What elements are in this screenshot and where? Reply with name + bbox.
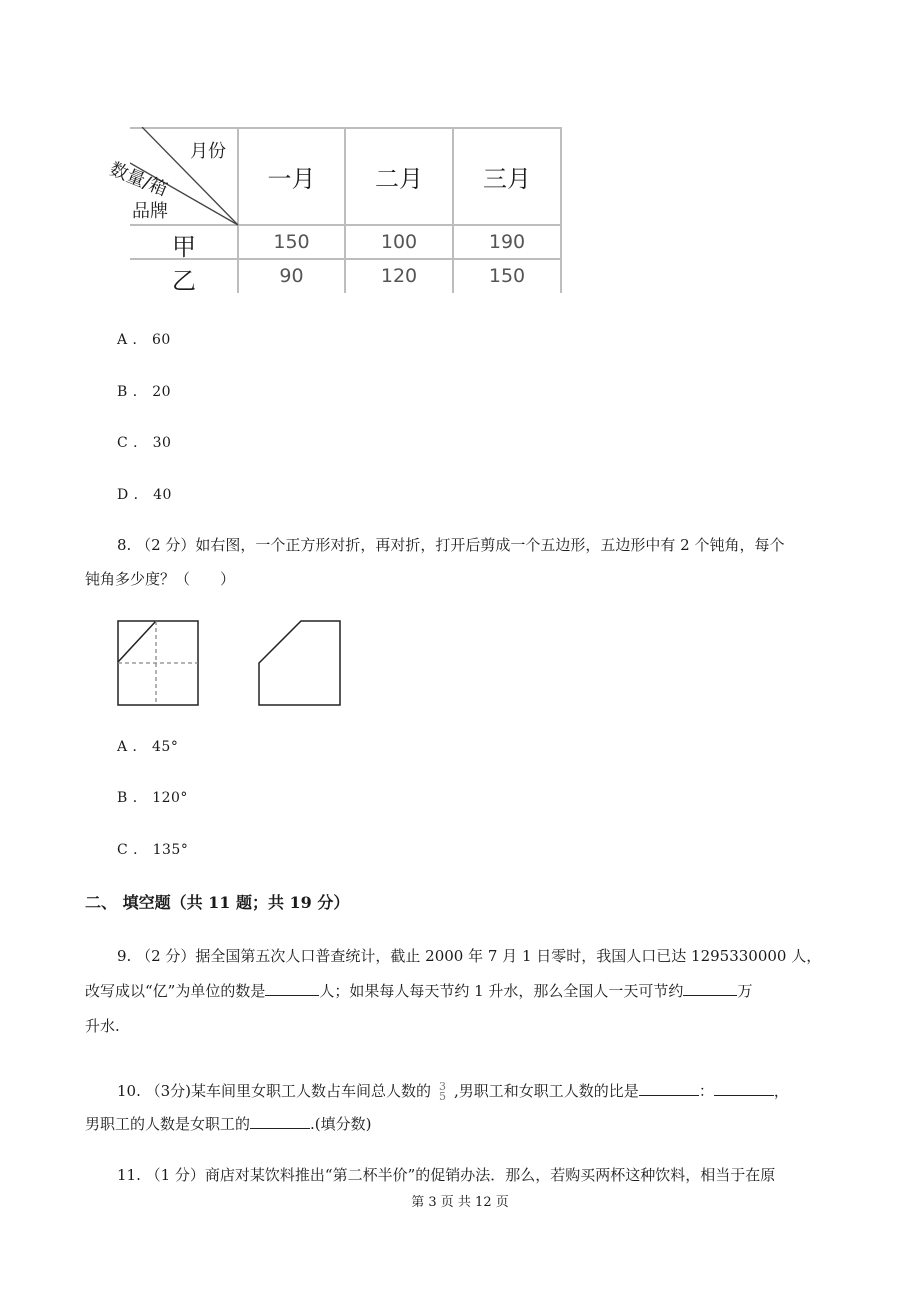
- section-title: 二、 填空题（共 11 题；共 19 分）: [85, 893, 350, 912]
- brand-jia: 甲: [172, 233, 196, 261]
- q8-option-b: B ． 120°: [117, 790, 188, 806]
- q9-line2: [85, 976, 752, 1006]
- q8-option-c: C ． 135°: [117, 842, 189, 858]
- q10-fraction: [439, 1082, 446, 1102]
- pentagon: [259, 621, 340, 705]
- cell-jia-3: 190: [488, 231, 526, 253]
- brand-yi: 乙: [172, 267, 196, 295]
- q9-line1: 9. （2 分）据全国第五次人口普查统计，截止 2000 年 7 月 1 日零时，我国人口已达 1295330000 人，: [117, 947, 822, 965]
- cell-yi-1: 90: [279, 265, 304, 287]
- q10-line2: [85, 1109, 372, 1139]
- q8-line1: 8. （2 分）如右图，一个正方形对折，再对折，打开后剪成一个五边形，五边形中有 2 个钝角，每个: [117, 536, 785, 554]
- q10-text-c: 男职工的人数是女职工的: [85, 1115, 251, 1133]
- q10-text-a: 10. （3分)某车间里女职工人数占车间总人数的: [117, 1082, 432, 1100]
- header-quantity: 数量/箱: [106, 158, 171, 201]
- month-header-2: 二月: [375, 165, 423, 193]
- page-footer: 第 3 页 共 12 页: [411, 1195, 509, 1210]
- fraction-denominator: 5: [439, 1090, 447, 1103]
- cell-yi-3: 150: [488, 265, 526, 287]
- q10-blank-3[interactable]: [250, 1114, 310, 1129]
- q9-blank-1[interactable]: [265, 981, 319, 996]
- q7-option-a: A ． 60: [117, 332, 171, 348]
- q9-text-b: 人；如果每人每天节约 1 升水，那么全国人一天可节约: [319, 982, 684, 1000]
- q7-option-b: B ． 20: [117, 384, 172, 400]
- header-month: 月份: [190, 141, 226, 162]
- folded-square: [118, 621, 198, 705]
- header-brand: 品牌: [132, 201, 168, 222]
- q11-line1: 11. （1 分）商店对某饮料推出“第二杯半价”的促销办法．那么，若购买两杯这种饮料，相当于在原: [117, 1166, 776, 1184]
- q10-text-b: ,男职工和女职工人数的比是: [454, 1082, 639, 1100]
- q7-option-d: D ． 40: [117, 487, 172, 503]
- cut-line: [118, 621, 156, 662]
- cell-jia-2: 100: [380, 231, 418, 253]
- q9-line3: 升水.: [85, 1017, 120, 1035]
- q8-option-a: A ． 45°: [117, 739, 179, 755]
- month-header-1: 一月: [267, 165, 316, 193]
- q10-text-d: .(填分数): [310, 1115, 372, 1133]
- q8-line2: 钝角多少度？（ ）: [85, 570, 236, 588]
- q10-line1: [117, 1076, 789, 1106]
- q9-blank-2[interactable]: [683, 981, 737, 996]
- data-table: [106, 127, 562, 295]
- q7-option-c: C ． 30: [117, 435, 172, 451]
- q10-blank-2[interactable]: [714, 1081, 774, 1096]
- cell-jia-1: 150: [273, 231, 310, 253]
- month-header-3: 三月: [483, 165, 531, 193]
- q10-blank-1[interactable]: [639, 1081, 699, 1096]
- q10-comma: ，: [773, 1082, 789, 1100]
- fraction-numerator: 3: [439, 1080, 447, 1093]
- q9-text-c: 万: [737, 982, 753, 1000]
- q10-colon: ：: [698, 1082, 714, 1100]
- cell-yi-2: 120: [380, 265, 418, 287]
- q9-text-a: 改写成以“亿”为单位的数是: [85, 982, 266, 1000]
- q8-figure: [115, 618, 355, 713]
